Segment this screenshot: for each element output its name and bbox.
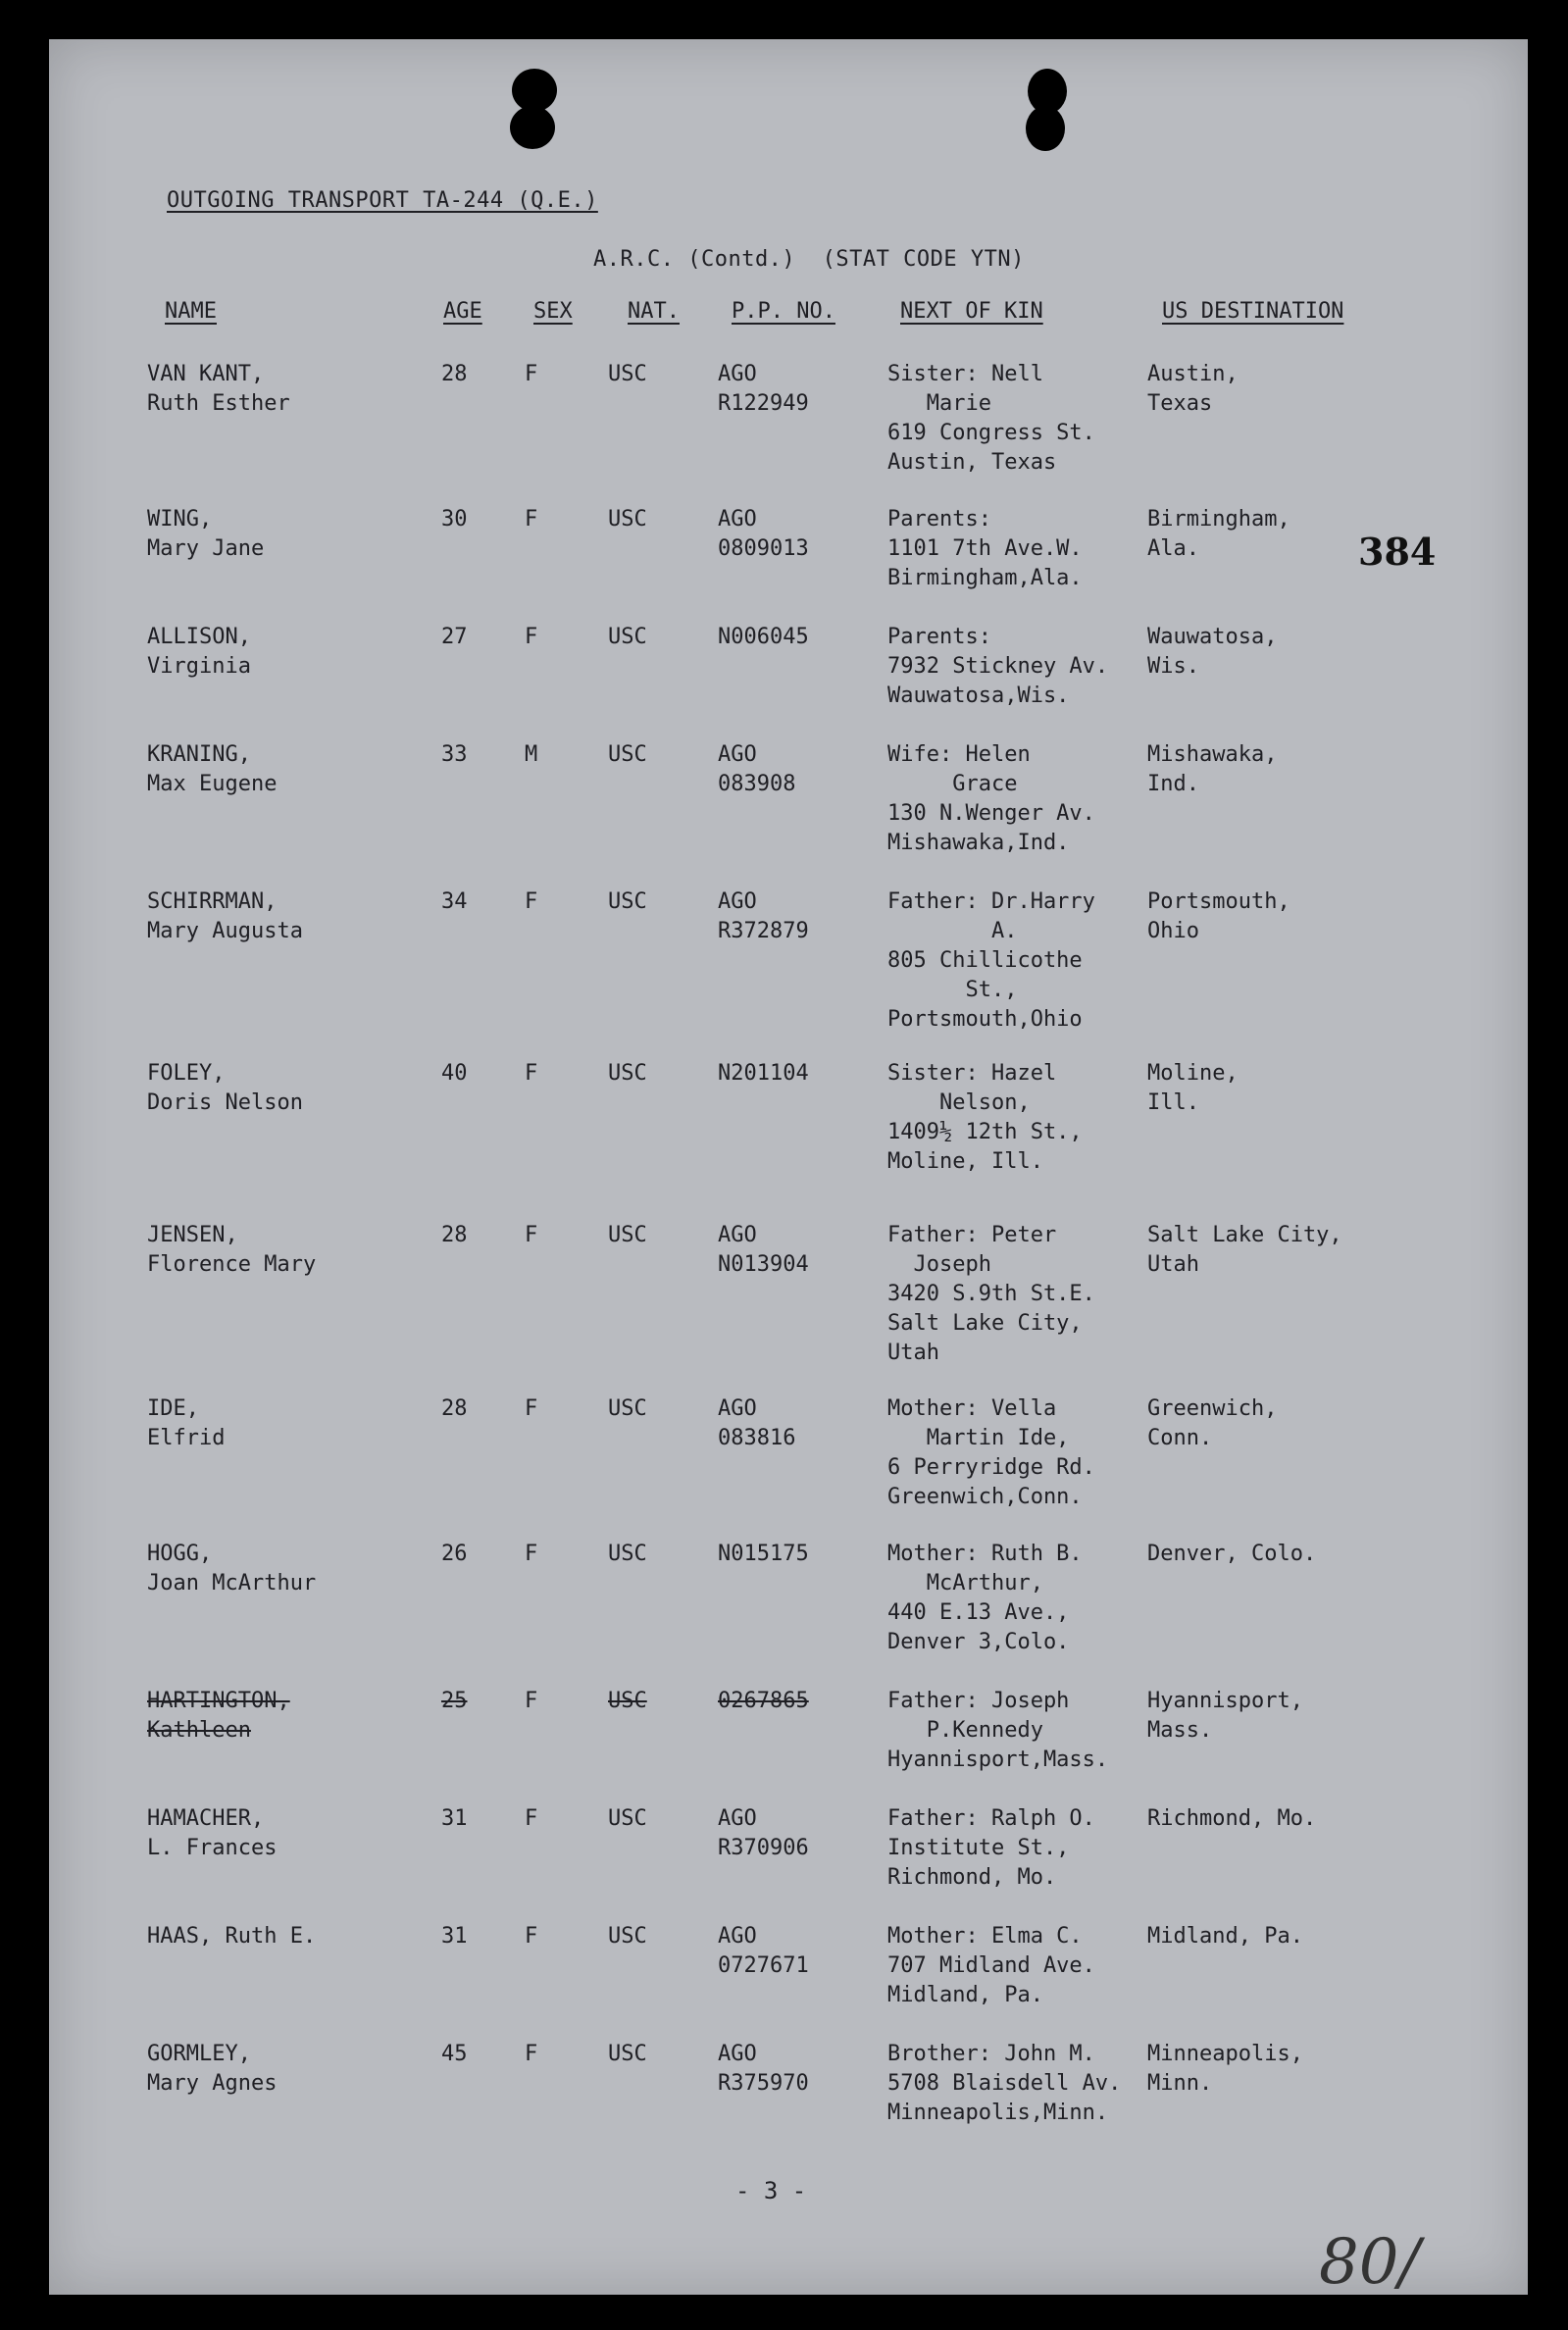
cell-pp-no-line: AGO xyxy=(718,507,757,532)
cell-us-destination-line: Salt Lake City, xyxy=(1147,1223,1342,1247)
cell-name-line: SCHIRRMAN, xyxy=(147,889,278,914)
cell-next-of-kin-line: Richmond, Mo. xyxy=(887,1865,1057,1890)
cell-nat: USC xyxy=(608,1924,647,1949)
cell-age: 28 xyxy=(441,1396,468,1421)
cell-name-line: HOGG, xyxy=(147,1542,213,1566)
cell-nat: USC xyxy=(608,625,647,649)
cell-next-of-kin xyxy=(887,1922,1095,2010)
cell-next-of-kin-line: McArthur, xyxy=(887,1571,1043,1596)
cell-pp-no-line: AGO xyxy=(718,742,757,767)
cell-pp-no xyxy=(718,887,809,946)
cell-next-of-kin-line: 1101 7th Ave.W. xyxy=(887,536,1083,561)
cell-sex: F xyxy=(525,362,538,386)
cell-nat: USC xyxy=(608,1542,647,1566)
cell-next-of-kin xyxy=(887,1221,1095,1368)
header-sex: SEX xyxy=(533,299,573,324)
cell-nat: USC xyxy=(608,742,647,767)
cell-next-of-kin xyxy=(887,887,1095,1035)
cell-next-of-kin-line: Wife: Helen xyxy=(887,742,1031,767)
cell-next-of-kin xyxy=(887,1540,1083,1657)
cell-next-of-kin-line: 5708 Blaisdell Av. xyxy=(887,2071,1122,2096)
punch-hole-right-bottom xyxy=(1026,106,1065,151)
cell-sex: F xyxy=(525,625,538,649)
cell-next-of-kin xyxy=(887,623,1108,711)
cell-pp-no xyxy=(718,740,795,799)
cell-next-of-kin-line: Father: Ralph O. xyxy=(887,1806,1095,1831)
cell-us-destination-line: Ala. xyxy=(1147,536,1199,561)
cell-next-of-kin-line: Salt Lake City, xyxy=(887,1311,1083,1336)
cell-pp-no xyxy=(718,1922,809,1981)
cell-name-line: GORMLEY, xyxy=(147,2042,251,2066)
header-next-of-kin: NEXT OF KIN xyxy=(900,299,1043,324)
cell-name xyxy=(147,1394,225,1453)
document-title: OUTGOING TRANSPORT TA-244 (Q.E.) xyxy=(167,188,598,213)
cell-us-destination-line: Ohio xyxy=(1147,919,1199,943)
cell-us-destination-line: Wis. xyxy=(1147,654,1199,679)
cell-name xyxy=(147,623,251,682)
cell-next-of-kin-line: Denver 3,Colo. xyxy=(887,1630,1070,1654)
cell-pp-no-line: N201104 xyxy=(718,1061,809,1086)
cell-nat: USC xyxy=(608,507,647,532)
cell-next-of-kin-line: Martin Ide, xyxy=(887,1426,1070,1450)
cell-us-destination-line: Austin, xyxy=(1147,362,1239,386)
cell-us-destination xyxy=(1147,1687,1303,1746)
cell-next-of-kin-line: Sister: Hazel xyxy=(887,1061,1057,1086)
cell-next-of-kin xyxy=(887,740,1095,858)
cell-pp-no-line: 083908 xyxy=(718,772,796,796)
cell-age: 31 xyxy=(441,1924,468,1949)
cell-us-destination-line: Utah xyxy=(1147,1252,1199,1277)
cell-pp-no-line: 0809013 xyxy=(718,536,809,561)
cell-pp-no xyxy=(718,505,809,564)
cell-pp-no-line: R372879 xyxy=(718,919,809,943)
cell-us-destination-line: Ind. xyxy=(1147,772,1199,796)
page-number: - 3 - xyxy=(735,2177,807,2204)
cell-age: 28 xyxy=(441,1223,468,1247)
cell-next-of-kin xyxy=(887,1394,1095,1512)
cell-next-of-kin xyxy=(887,2040,1121,2128)
cell-name-line: ALLISON, xyxy=(147,625,251,649)
cell-us-destination xyxy=(1147,1059,1239,1118)
cell-us-destination-line: Texas xyxy=(1147,391,1213,416)
cell-us-destination xyxy=(1147,887,1290,946)
cell-name-line: Doris Nelson xyxy=(147,1090,303,1115)
cell-next-of-kin-line: 805 Chillicothe xyxy=(887,948,1083,973)
cell-next-of-kin-line: 6 Perryridge Rd. xyxy=(887,1455,1095,1480)
cell-us-destination xyxy=(1147,1922,1303,1951)
cell-nat: USC xyxy=(608,1223,647,1247)
header-age: AGE xyxy=(443,299,482,324)
cell-name xyxy=(147,740,277,799)
cell-pp-no-line: R122949 xyxy=(718,391,809,416)
cell-next-of-kin-line: Joseph xyxy=(887,1252,991,1277)
cell-nat: USC xyxy=(608,362,647,386)
cell-age: 27 xyxy=(441,625,468,649)
cell-name xyxy=(147,1540,316,1598)
cell-next-of-kin-line: Utah xyxy=(887,1341,939,1365)
cell-next-of-kin-line: Birmingham,Ala. xyxy=(887,566,1083,590)
cell-name-line: Joan McArthur xyxy=(147,1571,317,1596)
cell-us-destination xyxy=(1147,740,1277,799)
stamp-number: 384 xyxy=(1358,530,1437,574)
cell-next-of-kin-line: Institute St., xyxy=(887,1836,1070,1860)
cell-next-of-kin-line: Mother: Vella xyxy=(887,1396,1057,1421)
cell-name xyxy=(147,1221,316,1280)
cell-next-of-kin-line: 7932 Stickney Av. xyxy=(887,654,1109,679)
cell-pp-no-line: AGO xyxy=(718,1924,757,1949)
cell-sex: F xyxy=(525,1542,538,1566)
cell-us-destination-line: Minneapolis, xyxy=(1147,2042,1303,2066)
cell-next-of-kin-line: Mishawaka,Ind. xyxy=(887,831,1070,855)
cell-next-of-kin-line: Midland, Pa. xyxy=(887,1983,1043,2007)
cell-next-of-kin-line: 1409½ 12th St., xyxy=(887,1120,1083,1144)
cell-sex: F xyxy=(525,507,538,532)
cell-us-destination-line: Birmingham, xyxy=(1147,507,1290,532)
cell-us-destination-line: Wauwatosa, xyxy=(1147,625,1278,649)
cell-next-of-kin xyxy=(887,360,1095,478)
cell-next-of-kin-line: 440 E.13 Ave., xyxy=(887,1600,1070,1625)
cell-pp-no-line: R370906 xyxy=(718,1836,809,1860)
cell-us-destination-line: Ill. xyxy=(1147,1090,1199,1115)
cell-next-of-kin-line: Minneapolis,Minn. xyxy=(887,2101,1109,2125)
cell-next-of-kin-line: Wauwatosa,Wis. xyxy=(887,684,1070,708)
cell-next-of-kin xyxy=(887,1804,1095,1893)
cell-us-destination xyxy=(1147,1540,1316,1569)
cell-age: 30 xyxy=(441,507,468,532)
cell-pp-no xyxy=(718,360,809,419)
cell-pp-no-line: N013904 xyxy=(718,1252,809,1277)
cell-us-destination xyxy=(1147,623,1277,682)
cell-sex: F xyxy=(525,1396,538,1421)
cell-us-destination-line: Greenwich, xyxy=(1147,1396,1278,1421)
cell-name xyxy=(147,1687,290,1746)
cell-pp-no xyxy=(718,1687,809,1716)
cell-pp-no-line: 083816 xyxy=(718,1426,796,1450)
cell-pp-no-line: 0727671 xyxy=(718,1953,809,1978)
cell-next-of-kin-line: Parents: xyxy=(887,507,991,532)
punch-hole-left-bottom xyxy=(510,106,555,149)
cell-age: 26 xyxy=(441,1542,468,1566)
cell-pp-no xyxy=(718,1804,809,1863)
cell-next-of-kin xyxy=(887,505,1083,593)
cell-next-of-kin-line: St., xyxy=(887,978,1018,1002)
handwritten-number: 80/ xyxy=(1319,2226,1420,2299)
cell-next-of-kin-line: Brother: John M. xyxy=(887,2042,1095,2066)
cell-next-of-kin-line: Marie xyxy=(887,391,991,416)
cell-nat: USC xyxy=(608,1806,647,1831)
cell-name xyxy=(147,2040,277,2099)
cell-us-destination-line: Minn. xyxy=(1147,2071,1213,2096)
cell-us-destination xyxy=(1147,505,1290,564)
header-us-destination: US DESTINATION xyxy=(1162,299,1344,324)
cell-name-line: L. Frances xyxy=(147,1836,278,1860)
cell-name xyxy=(147,360,290,419)
cell-us-destination-line: Denver, Colo. xyxy=(1147,1542,1317,1566)
cell-age: 34 xyxy=(441,889,468,914)
cell-age: 40 xyxy=(441,1061,468,1086)
cell-sex: F xyxy=(525,1806,538,1831)
cell-pp-no xyxy=(718,1540,809,1569)
cell-nat: USC xyxy=(608,1061,647,1086)
cell-name-line: WING, xyxy=(147,507,213,532)
cell-name xyxy=(147,1059,303,1118)
cell-pp-no xyxy=(718,1221,809,1280)
cell-next-of-kin-line: Father: Dr.Harry xyxy=(887,889,1095,914)
cell-name xyxy=(147,887,303,946)
cell-name xyxy=(147,1922,316,1951)
cell-us-destination-line: Richmond, Mo. xyxy=(1147,1806,1317,1831)
cell-us-destination-line: Mishawaka, xyxy=(1147,742,1278,767)
cell-next-of-kin-line: Sister: Nell xyxy=(887,362,1043,386)
cell-us-destination-line: Hyannisport, xyxy=(1147,1689,1303,1713)
cell-sex: F xyxy=(525,1689,538,1713)
cell-name-line: HARTINGTON, xyxy=(147,1689,290,1713)
cell-age: 28 xyxy=(441,362,468,386)
cell-name-line: IDE, xyxy=(147,1396,199,1421)
cell-us-destination xyxy=(1147,360,1239,419)
cell-name-line: HAMACHER, xyxy=(147,1806,265,1831)
document-subtitle: A.R.C. (Contd.) (STAT CODE YTN) xyxy=(593,247,1025,272)
cell-next-of-kin-line: P.Kennedy xyxy=(887,1718,1043,1743)
cell-age: 31 xyxy=(441,1806,468,1831)
cell-next-of-kin-line: Mother: Ruth B. xyxy=(887,1542,1083,1566)
cell-name-line: Ruth Esther xyxy=(147,391,290,416)
cell-next-of-kin-line: 619 Congress St. xyxy=(887,421,1095,445)
cell-pp-no xyxy=(718,623,809,652)
cell-pp-no xyxy=(718,1059,809,1089)
cell-age: 45 xyxy=(441,2042,468,2066)
cell-nat: USC xyxy=(608,889,647,914)
cell-pp-no-line: AGO xyxy=(718,2042,757,2066)
cell-name xyxy=(147,1804,277,1863)
cell-name-line: JENSEN, xyxy=(147,1223,238,1247)
header-nat: NAT. xyxy=(628,299,680,324)
cell-name-line: Mary Jane xyxy=(147,536,265,561)
cell-us-destination-line: Moline, xyxy=(1147,1061,1239,1086)
cell-name-line: Max Eugene xyxy=(147,772,278,796)
cell-next-of-kin-line: A. xyxy=(887,919,1018,943)
cell-us-destination xyxy=(1147,1221,1342,1280)
header-name: NAME xyxy=(165,299,217,324)
cell-pp-no-line: AGO xyxy=(718,362,757,386)
cell-nat: USC xyxy=(608,1396,647,1421)
cell-next-of-kin-line: Father: Joseph xyxy=(887,1689,1070,1713)
document-page xyxy=(49,39,1528,2299)
cell-age: 25 xyxy=(441,1689,468,1713)
cell-us-destination-line: Conn. xyxy=(1147,1426,1213,1450)
cell-next-of-kin-line: 707 Midland Ave. xyxy=(887,1953,1095,1978)
cell-name-line: Elfrid xyxy=(147,1426,226,1450)
cell-us-destination-line: Midland, Pa. xyxy=(1147,1924,1303,1949)
cell-sex: F xyxy=(525,1223,538,1247)
cell-next-of-kin-line: Father: Peter xyxy=(887,1223,1057,1247)
cell-nat: USC xyxy=(608,1689,647,1713)
cell-name-line: KRANING, xyxy=(147,742,251,767)
cell-pp-no-line: 0267865 xyxy=(718,1689,809,1713)
cell-pp-no-line: N006045 xyxy=(718,625,809,649)
cell-next-of-kin-line: 3420 S.9th St.E. xyxy=(887,1282,1095,1306)
cell-name-line: Mary Augusta xyxy=(147,919,303,943)
cell-pp-no-line: AGO xyxy=(718,1806,757,1831)
cell-sex: F xyxy=(525,1924,538,1949)
cell-next-of-kin-line: Austin, Texas xyxy=(887,450,1057,475)
cell-age: 33 xyxy=(441,742,468,767)
cell-name xyxy=(147,505,264,564)
cell-next-of-kin-line: Portsmouth,Ohio xyxy=(887,1007,1083,1032)
cell-pp-no-line: AGO xyxy=(718,1223,757,1247)
cell-name-line: FOLEY, xyxy=(147,1061,226,1086)
cell-nat: USC xyxy=(608,2042,647,2066)
cell-next-of-kin xyxy=(887,1687,1108,1775)
cell-next-of-kin-line: 130 N.Wenger Av. xyxy=(887,801,1095,826)
cell-next-of-kin-line: Nelson, xyxy=(887,1090,1031,1115)
cell-pp-no xyxy=(718,2040,809,2099)
cell-name-line: Florence Mary xyxy=(147,1252,317,1277)
cell-name-line: Mary Agnes xyxy=(147,2071,278,2096)
cell-name-line: Kathleen xyxy=(147,1718,251,1743)
cell-name-line: VAN KANT, xyxy=(147,362,265,386)
cell-name-line: Virginia xyxy=(147,654,251,679)
cell-pp-no-line: N015175 xyxy=(718,1542,809,1566)
cell-next-of-kin-line: Greenwich,Conn. xyxy=(887,1485,1083,1509)
cell-name-line: HAAS, Ruth E. xyxy=(147,1924,317,1949)
cell-next-of-kin-line: Hyannisport,Mass. xyxy=(887,1748,1109,1772)
cell-next-of-kin-line: Parents: xyxy=(887,625,991,649)
cell-next-of-kin-line: Grace xyxy=(887,772,1018,796)
cell-sex: F xyxy=(525,889,538,914)
cell-pp-no xyxy=(718,1394,795,1453)
cell-us-destination-line: Portsmouth, xyxy=(1147,889,1290,914)
cell-next-of-kin xyxy=(887,1059,1083,1177)
cell-us-destination xyxy=(1147,1804,1316,1834)
cell-us-destination-line: Mass. xyxy=(1147,1718,1213,1743)
header-pp-no: P.P. NO. xyxy=(732,299,835,324)
cell-sex: F xyxy=(525,1061,538,1086)
cell-pp-no-line: R375970 xyxy=(718,2071,809,2096)
cell-pp-no-line: AGO xyxy=(718,1396,757,1421)
cell-us-destination xyxy=(1147,1394,1277,1453)
cell-us-destination xyxy=(1147,2040,1303,2099)
cell-next-of-kin-line: Moline, Ill. xyxy=(887,1149,1043,1174)
cell-sex: M xyxy=(525,742,538,767)
cell-next-of-kin-line: Mother: Elma C. xyxy=(887,1924,1083,1949)
cell-sex: F xyxy=(525,2042,538,2066)
cell-pp-no-line: AGO xyxy=(718,889,757,914)
